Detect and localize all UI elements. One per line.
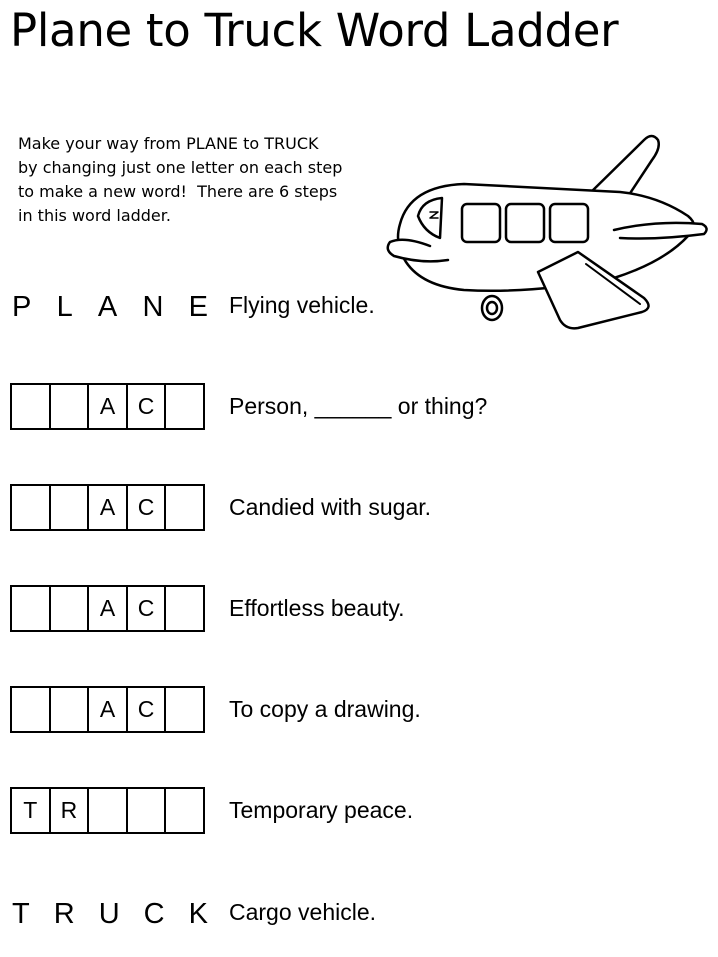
- letter-boxes: [10, 383, 205, 430]
- letter-box[interactable]: R: [51, 789, 90, 832]
- instruction-line: in this word ladder.: [18, 206, 171, 225]
- clue: Person, ______ or thing?: [229, 393, 488, 419]
- letter-box[interactable]: C: [128, 486, 167, 529]
- letter: A: [97, 291, 118, 323]
- letter-boxes: [10, 787, 205, 834]
- letter-box[interactable]: [51, 587, 90, 630]
- letter: U: [98, 898, 120, 930]
- ladder-step-5: [0, 787, 718, 835]
- letter-box[interactable]: [51, 688, 90, 731]
- instruction-line: Make your way from PLANE to TRUCK: [18, 134, 319, 153]
- letter-boxes: [10, 484, 205, 531]
- letter-box[interactable]: C: [128, 385, 167, 428]
- letter-box[interactable]: C: [128, 587, 167, 630]
- letter-box[interactable]: [51, 486, 90, 529]
- letter-box[interactable]: [12, 587, 51, 630]
- letter: N: [142, 291, 164, 323]
- letter-box[interactable]: T: [12, 789, 51, 832]
- letter-box[interactable]: A: [89, 587, 128, 630]
- end-word: [12, 894, 208, 934]
- window: [462, 204, 500, 242]
- ladder-step-1: [0, 383, 718, 431]
- start-word: [12, 287, 208, 327]
- letter-box[interactable]: [12, 486, 51, 529]
- letter-box[interactable]: [166, 486, 203, 529]
- letter: R: [53, 898, 75, 930]
- letter-boxes: [10, 686, 205, 733]
- clue: Candied with sugar.: [229, 494, 432, 520]
- letter-box[interactable]: [12, 688, 51, 731]
- start-word-row: [0, 282, 718, 330]
- letter-box[interactable]: [166, 688, 203, 731]
- clue: Cargo vehicle.: [229, 899, 377, 925]
- letter: P: [12, 291, 32, 323]
- letter-box[interactable]: [128, 789, 167, 832]
- instruction-line: by changing just one letter on each step: [18, 158, 343, 177]
- ladder-step-3: [0, 585, 718, 633]
- end-word-row: [0, 889, 718, 937]
- clue: Effortless beauty.: [229, 595, 405, 621]
- letter-box[interactable]: [51, 385, 90, 428]
- letter-box[interactable]: C: [128, 688, 167, 731]
- clue: Flying vehicle.: [229, 292, 375, 318]
- letter-box[interactable]: [89, 789, 128, 832]
- letter-box[interactable]: A: [89, 486, 128, 529]
- instructions: [18, 132, 398, 228]
- letter-boxes: [10, 585, 205, 632]
- ladder-step-4: [0, 686, 718, 734]
- letter: T: [12, 898, 30, 930]
- letter-box[interactable]: [166, 385, 203, 428]
- letter-box[interactable]: [166, 587, 203, 630]
- clue: To copy a drawing.: [229, 696, 421, 722]
- page-title: Plane to Truck Word Ladder: [10, 4, 619, 57]
- ladder-step-2: [0, 484, 718, 532]
- letter-box[interactable]: [12, 385, 51, 428]
- letter: C: [143, 898, 165, 930]
- letter-box[interactable]: [166, 789, 203, 832]
- letter-box[interactable]: A: [89, 385, 128, 428]
- instruction-line: to make a new word! There are 6 steps: [18, 182, 338, 201]
- window: [550, 204, 588, 242]
- letter: K: [188, 898, 208, 930]
- window: [506, 204, 544, 242]
- clue: Temporary peace.: [229, 797, 414, 823]
- letter: L: [56, 291, 73, 323]
- letter: E: [188, 291, 208, 323]
- letter-box[interactable]: A: [89, 688, 128, 731]
